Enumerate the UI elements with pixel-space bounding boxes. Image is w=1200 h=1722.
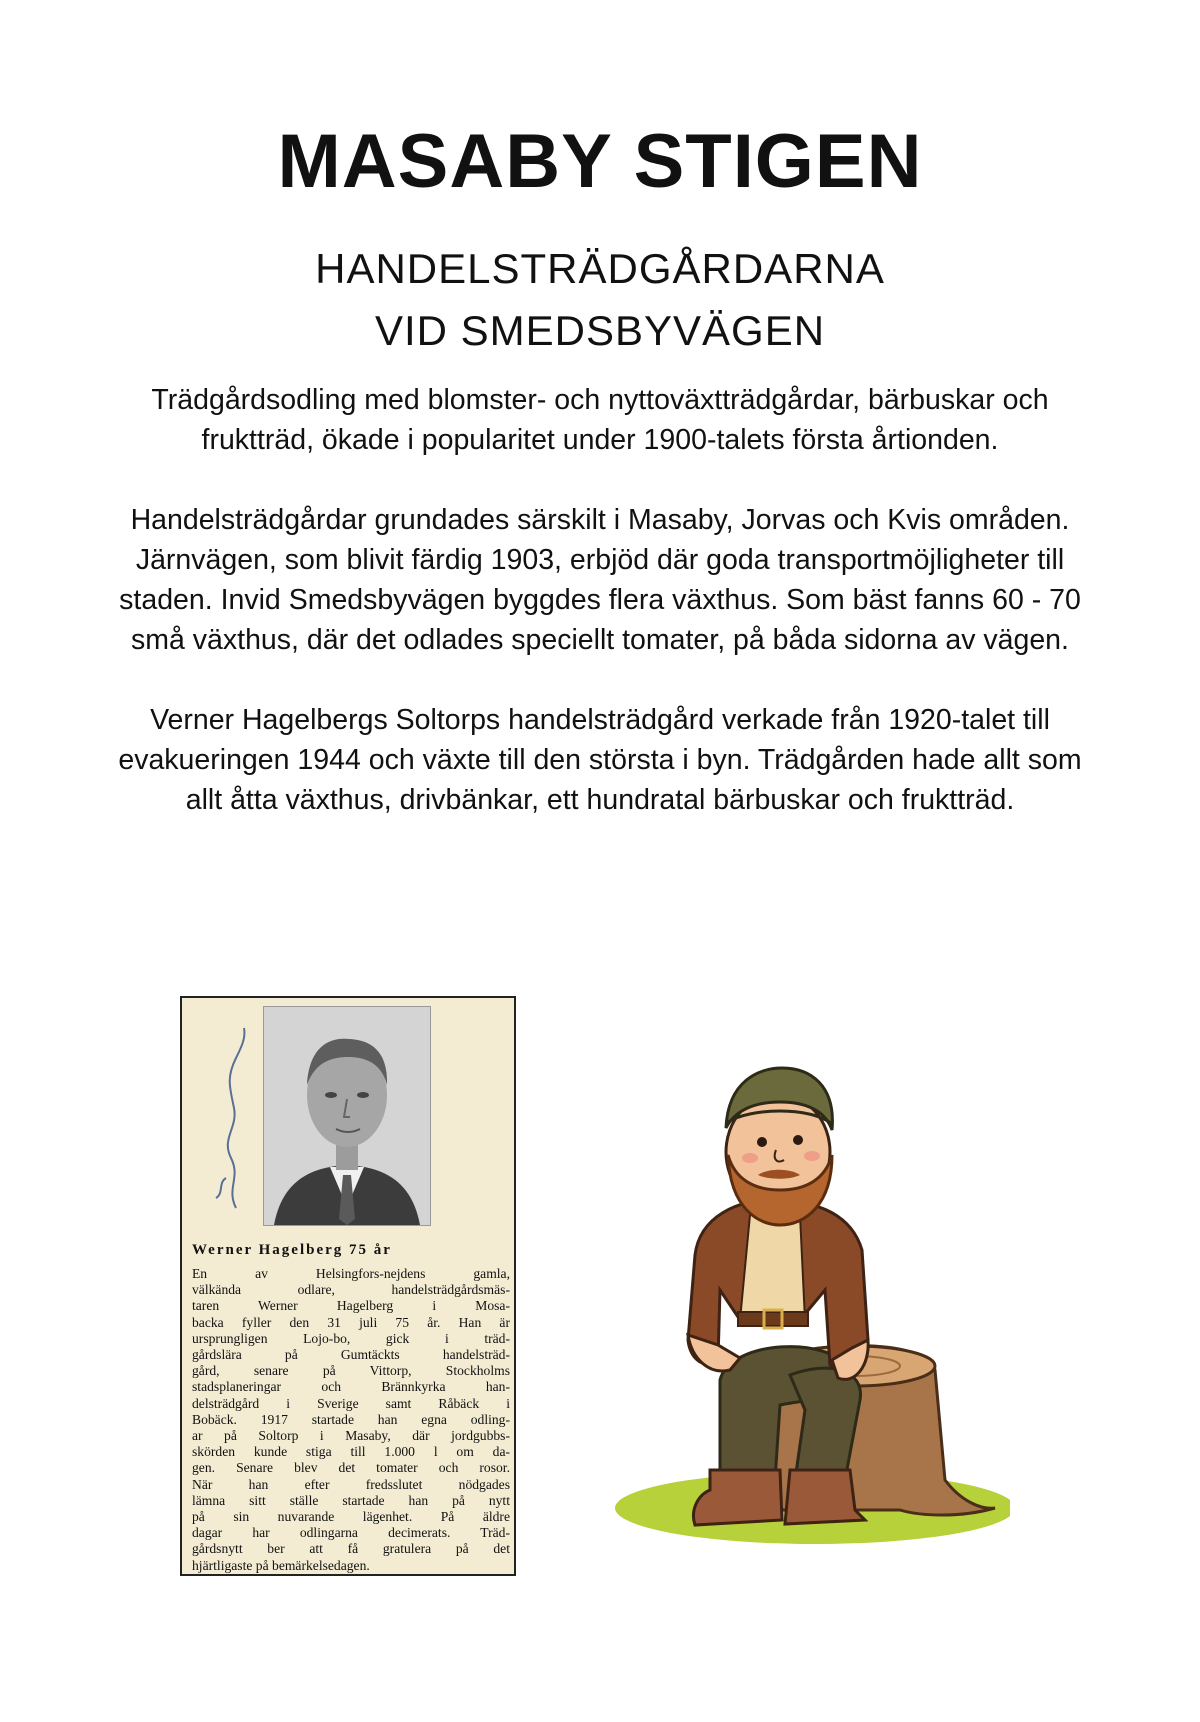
belt [738, 1312, 808, 1326]
clipping-line: ursprungligen Lojo-bo, gick i träd- [192, 1330, 510, 1346]
clipping-line: När han efter fredsslutet nödgades [192, 1476, 510, 1492]
clipping-line: hjärtligaste på bemärkelsedagen. [192, 1557, 370, 1573]
handwriting-scribble [196, 1018, 256, 1218]
body-text [110, 380, 1090, 860]
subtitle-line-1: HANDELSTRÄDGÅRDARNA [315, 245, 885, 292]
paragraph-1: Trädgårdsodling med blomster- och nyttoväxtträdgårdar, bärbuskar och fruktträd, ökade i popularitet under 1900-talets första årtionden. [151, 384, 1049, 456]
page-title: MASABY STIGEN [277, 119, 923, 204]
clipping-line: taren Werner Hagelberg i Mosa- [192, 1298, 510, 1314]
newspaper-clipping [180, 996, 516, 1576]
portrait-photo [263, 1006, 431, 1226]
clipping-line: Bobäck. 1917 startade han egna odling- [192, 1411, 510, 1427]
paragraph-2: Handelsträdgårdar grundades särskilt i Masaby, Jorvas och Kvis områden. Järnvägen, som blivit färdig 1903, erbjöd där goda transportmöjligheter till staden. Invid Smedsbyvägen byggdes flera växthus. Som bäst fanns 60 - 70 små växthus, där det odlades speciellt tomater, på båda sidorna av vägen. [119, 504, 1081, 656]
clipping-line: skörden kunde stiga till 1.000 l om da- [192, 1444, 510, 1460]
clipping-line: lämna sitt ställe startade han på nytt [192, 1492, 510, 1508]
clipping-text [192, 1266, 510, 1574]
clipping-line: delsträdgård i Sverige samt Råbäck i [192, 1395, 510, 1411]
clipping-line: stadsplaneringar och Brännkyrka han- [192, 1379, 510, 1395]
clipping-line: dagar har odlingarna decimerats. Träd- [192, 1525, 510, 1541]
clipping-line: backa fyller den 31 juli 75 år. Han är [192, 1314, 510, 1330]
clipping-line: gård, senare på Vittorp, Stockholms [192, 1363, 510, 1379]
clipping-line: ar på Soltorp i Masaby, där jordgubbs- [192, 1428, 510, 1444]
clipping-line: En av Helsingfors-nejdens gamla, [192, 1266, 510, 1281]
clipping-line: gen. Senare blev det tomater och rosor. [192, 1460, 510, 1476]
subtitle-line-2: VID SMEDSBYVÄGEN [374, 307, 826, 354]
clipping-line: gårdsnytt ber att få gratulera på det [192, 1541, 510, 1557]
gardener-illustration [600, 1040, 1010, 1560]
clipping-line: välkända odlare, handelsträdgårdsmäs- [192, 1282, 510, 1298]
clipping-line: gårdslära på Gumtäckts handelsträd- [192, 1347, 510, 1363]
shirt [740, 1215, 805, 1320]
page-subtitle [0, 238, 1200, 362]
clipping-line: på sin nuvarande lägenhet. På äldre [192, 1509, 510, 1525]
paragraph-3: Verner Hagelbergs Soltorps handelsträdgård verkade från 1920-talet till evakueringen 1944 och växte till den största i byn. Trädgården hade allt som allt åtta växthus, drivbänkar, ett hundratal bärbuskar och fruktträd. [118, 704, 1082, 816]
clipping-headline: Werner Hagelberg 75 år [192, 1242, 392, 1258]
